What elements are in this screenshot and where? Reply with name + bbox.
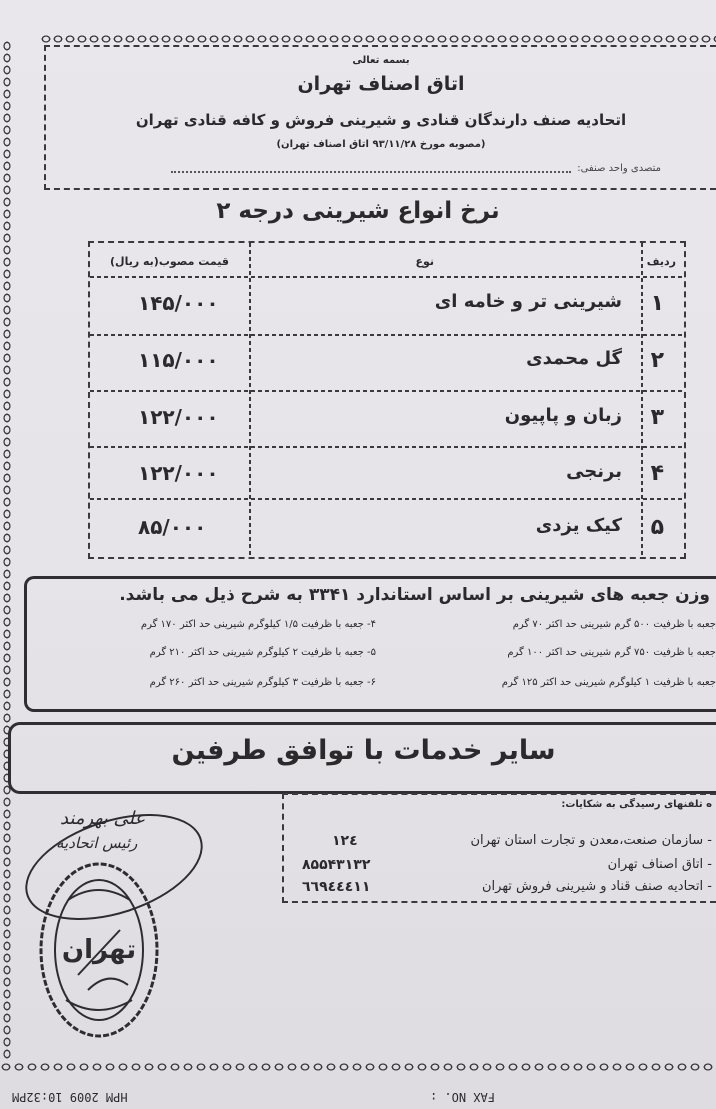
official-seal-stamp [38, 860, 160, 1040]
stamp-text: تهران [61, 935, 137, 965]
org-name: - سازمان صنعت،معدن و تجارت استان تهران [470, 833, 712, 848]
item-price: ۸۵/۰۰۰ [138, 515, 207, 539]
item-name: زبان و پاپیون [504, 405, 622, 426]
fax-header-number: FAX NO. : [430, 1090, 496, 1104]
row-number: ۲ [650, 348, 664, 373]
table-row [90, 336, 684, 392]
org-name: - اتحادیه صنف قناد و شیرینی فروش تهران [481, 879, 712, 894]
list-item: جعبه با ظرفیت ۷۵۰ گرم شیرینی حد اکثر ۱۰۰ گرم [507, 647, 716, 658]
item-name: برنجی [566, 461, 622, 482]
row-number: ۱ [650, 291, 664, 316]
approval-note: (مصوبه مورخ ۹۳/۱۱/۲۸ اتاق اصناف تهران) [276, 139, 486, 150]
union-title: اتحادیه صنف دارندگان قنادی و شیرینی فروش و کافه قنادی تهران [135, 111, 627, 129]
decorative-chain-border-left [0, 40, 14, 1060]
box-weights-title: وزن جعبه های شیرینی بر اساس استاندارد ۳۳۴۱ به شرح ذیل می باشد. [119, 585, 710, 605]
column-header-radif: ردیف [646, 255, 676, 268]
phone-number: ۱۲٤ [332, 833, 358, 849]
table-row [90, 393, 684, 449]
row-number: ۳ [650, 405, 664, 430]
list-item: ۶- جعبه با ظرفیت ۳ کیلوگرم شیرینی حد اکثر ۲۶۰ گرم [149, 677, 376, 688]
chamber-title: اتاق اصناف تهران [297, 73, 465, 95]
list-item: ۵- جعبه با ظرفیت ۲ کیلوگرم شیرینی حد اکثر ۲۱۰ گرم [149, 647, 376, 658]
org-name: - اتاق اصناف تهران [607, 857, 712, 872]
list-item: جعبه با ظرفیت ۵۰۰ گرم شیرینی حد اکثر ۷۰ گرم [512, 619, 716, 630]
price-list-title: نرخ انواع شیرینی درجه ۲ [216, 198, 500, 224]
decorative-chain-border-bottom [0, 1060, 716, 1076]
fax-header-timestamp: HPM 2009 10:32PM [12, 1090, 128, 1104]
services-text: سایر خدمات با توافق طرفین [171, 735, 556, 766]
dotted-fill-line [171, 171, 571, 173]
row-number: ۴ [650, 461, 664, 486]
responsible-label: متصدی واحد صنفی: [577, 163, 661, 174]
complaints-title: ه تلفنهای رسیدگی به شکایات: [561, 799, 712, 810]
item-price: ۱۱۵/۰۰۰ [138, 348, 219, 372]
price-table [88, 241, 686, 559]
item-name: شیرینی تر و خامه ای [434, 291, 622, 312]
header-box [44, 45, 716, 190]
column-header-price: قیمت مصوب(به ریال) [110, 255, 229, 268]
phone-number: ٦٦٩٤٤٤١١ [302, 879, 371, 895]
services-banner [8, 722, 716, 794]
list-item: ۴- جعبه با ظرفیت ۱/۵ کیلوگرم شیرینی حد اکثر ۱۷۰ گرم [140, 619, 376, 630]
item-price: ۱۲۲/۰۰۰ [138, 461, 219, 485]
table-row [90, 503, 684, 559]
decorative-chain-border-top [40, 32, 716, 46]
item-price: ۱۲۲/۰۰۰ [138, 405, 219, 429]
responsible-line [121, 163, 661, 174]
item-name: گل محمدی [526, 348, 622, 369]
box-weights-section [24, 576, 716, 712]
list-item: جعبه با ظرفیت ۱ کیلوگرم شیرینی حد اکثر ۱۲۵ گرم [501, 677, 716, 688]
row-number: ۵ [650, 515, 664, 540]
phone-number: ۸۵۵۴۳۱۳۲ [302, 857, 371, 873]
table-row [90, 449, 684, 505]
complaints-phones-box [282, 793, 716, 903]
item-name: کیک یزدی [535, 515, 622, 536]
column-header-type: نوع [415, 255, 434, 268]
signatory-title: رئیس اتحادیه [56, 834, 138, 852]
item-price: ۱۴۵/۰۰۰ [138, 291, 219, 315]
table-row [90, 279, 684, 335]
basmala: بسمه تعالی [352, 55, 410, 66]
signatory-name: علی بهرمند [60, 808, 146, 829]
